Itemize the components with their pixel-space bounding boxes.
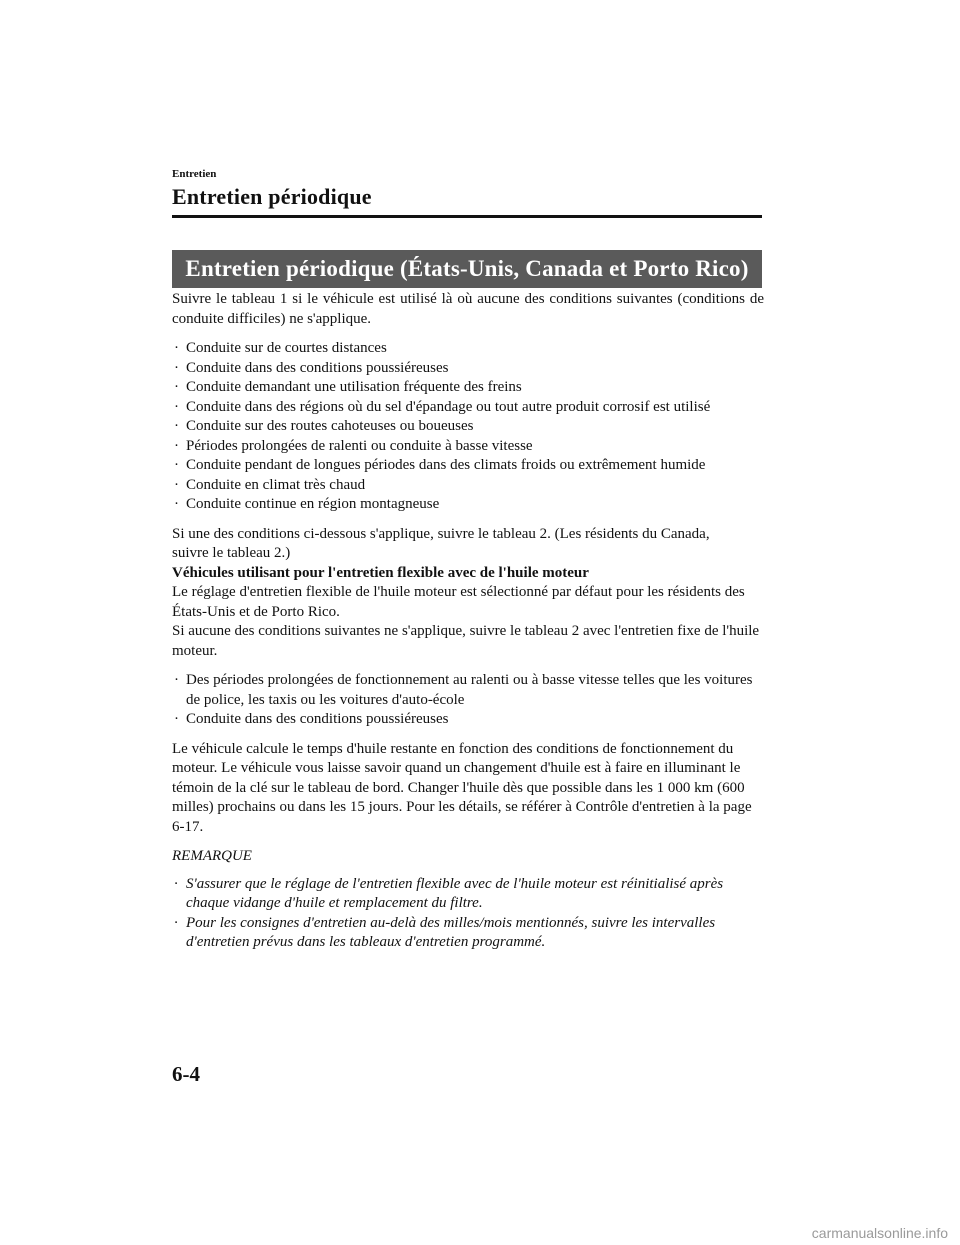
page-content — [172, 290, 764, 963]
flex-oil-heading: Véhicules utilisant pour l'entretien flexible avec de l'huile moteur — [172, 564, 589, 581]
list-item: · Conduite sur des routes cahoteuses ou boueuses — [172, 417, 764, 437]
list-item: · Conduite dans des régions où du sel d'épandage ou tout autre produit corrosif est utilisé — [172, 398, 764, 418]
list-item: · Conduite demandant une utilisation fréquente des freins — [172, 378, 764, 398]
list-item: · Conduite continue en région montagneuse — [172, 495, 764, 515]
severe-conditions-list — [172, 339, 764, 515]
heading-divider — [172, 215, 762, 218]
list-item: · Conduite dans des conditions poussiéreuses — [172, 359, 764, 379]
watermark: carmanualsonline.info — [811, 1225, 948, 1241]
table2-line-2: suivre le tableau 2.) — [172, 545, 291, 561]
page-heading: Entretien périodique — [172, 184, 372, 209]
intro-paragraph: Suivre le tableau 1 si le véhicule est utilisé là où aucune des conditions suivantes (conditions de conduite difficiles) ne s'applique. — [172, 291, 764, 327]
list-item: · Conduite dans des conditions poussiéreuses — [172, 710, 764, 730]
list-item: · Conduite sur de courtes distances — [172, 339, 764, 359]
table2-paragraph — [172, 525, 764, 564]
note-title: REMARQUE — [172, 848, 252, 864]
section-banner: Entretien périodique (États-Unis, Canada et Porto Rico) — [172, 250, 762, 288]
list-item: · Pour les consignes d'entretien au-delà des milles/mois mentionnés, suivre les intervalles d'entretien prévus dans les tableaux d'entretien programmé. — [172, 914, 764, 953]
flex-conditions-list — [172, 671, 764, 730]
note-list — [172, 875, 764, 953]
table2-line-1: Si une des conditions ci-dessous s'applique, suivre le tableau 2. (Les résidents du Canada, — [172, 525, 710, 542]
list-item: · Périodes prolongées de ralenti ou conduite à basse vitesse — [172, 437, 764, 457]
list-item: · Conduite pendant de longues périodes dans des climats froids ou extrêmement humide — [172, 456, 764, 476]
section-label: Entretien — [172, 168, 217, 180]
oil-calculation-paragraph: Le véhicule calcule le temps d'huile restante en fonction des conditions de fonctionnement du moteur. Le véhicule vous laisse savoir quand un changement d'huile est à faire en illuminant le témoin de la clé sur le tableau de bord. Changer l'huile dès que possible dans les 1 000 km (600 milles) prochains ou dans les 15 jours. Pour les détails, se référer à Contrôle d'entretien à la page 6-17. — [172, 740, 752, 835]
list-item: · Conduite en climat très chaud — [172, 476, 764, 496]
flex-fixed-paragraph: Si aucune des conditions suivantes ne s'applique, suivre le tableau 2 avec l'entretien fixe de l'huile moteur. — [172, 623, 760, 659]
flex-default-paragraph: Le réglage d'entretien flexible de l'huile moteur est sélectionné par défaut pour les résidents des États-Unis et de Porto Rico. — [172, 584, 745, 620]
list-item: · S'assurer que le réglage de l'entretien flexible avec de l'huile moteur est réinitialisé après chaque vidange d'huile et remplacement du filtre. — [172, 875, 764, 914]
page-number: 6-4 — [172, 1062, 200, 1086]
list-item: · Des périodes prolongées de fonctionnement au ralenti ou à basse vitesse telles que les voitures de police, les taxis ou les voitures d'auto-école — [172, 671, 764, 710]
